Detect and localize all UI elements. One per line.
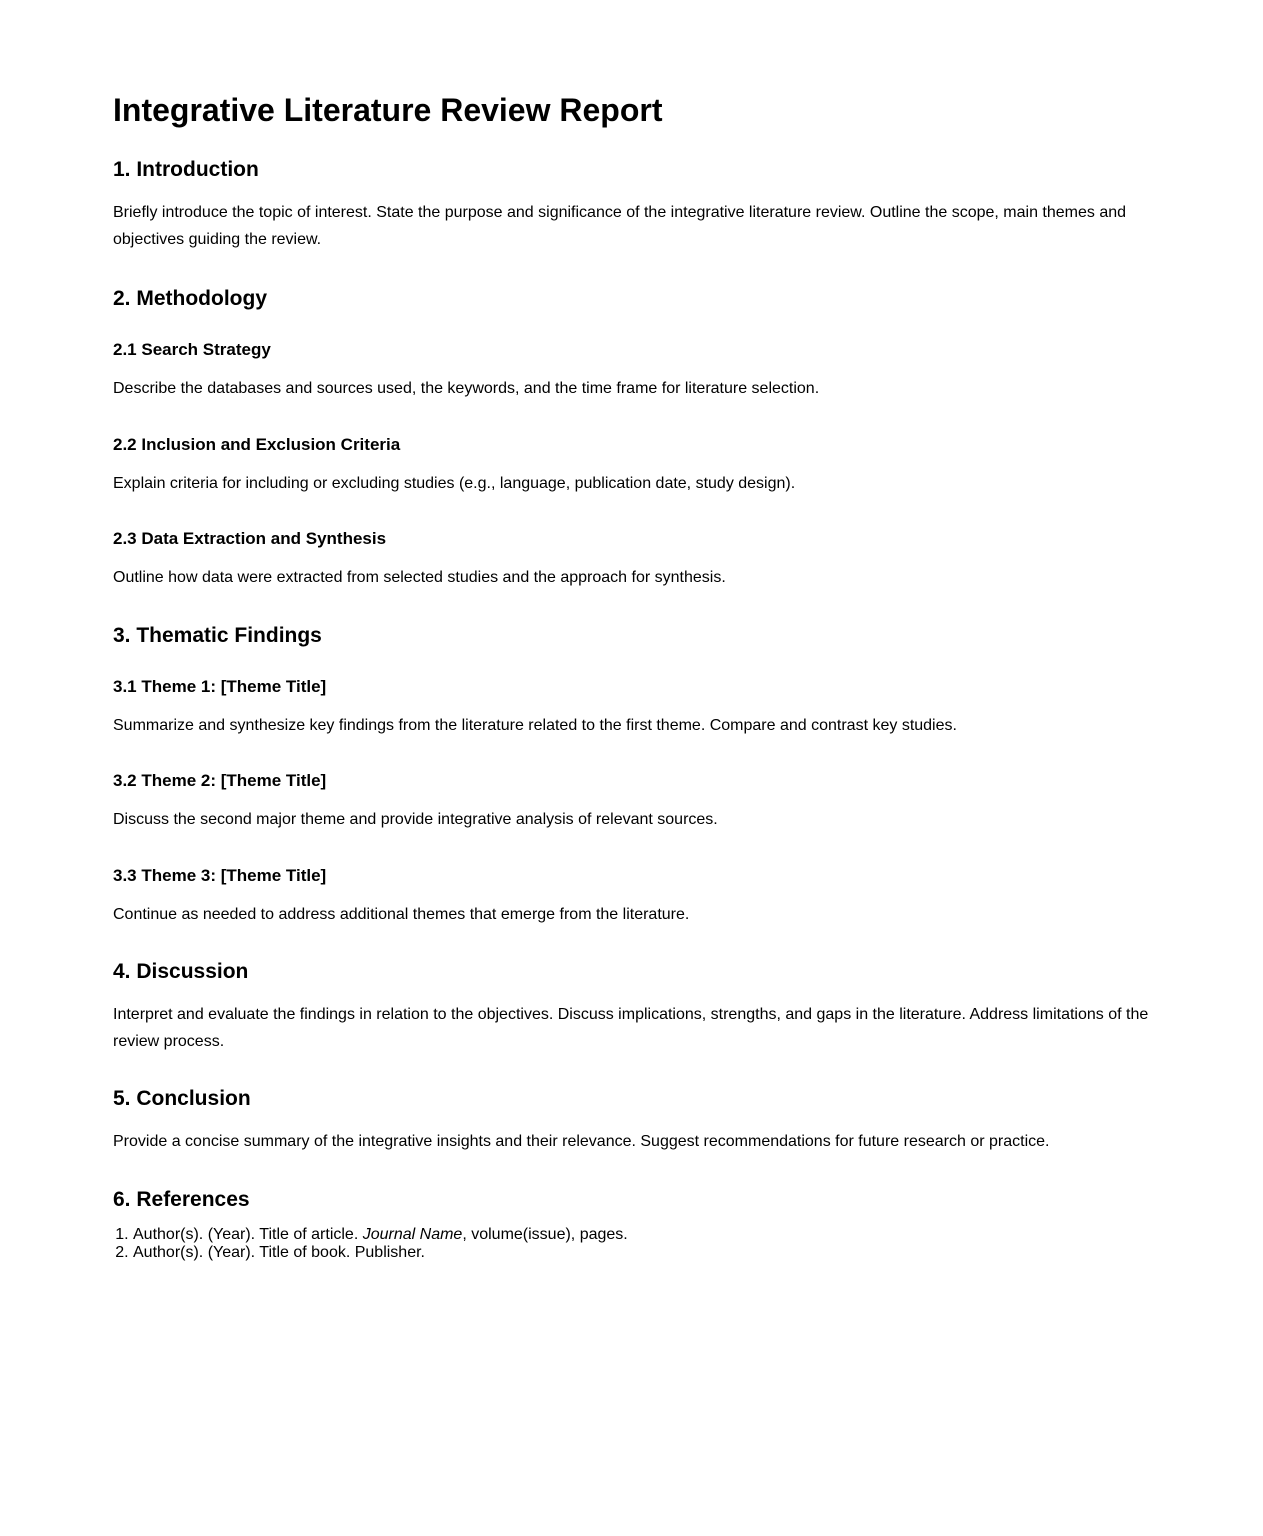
reference-item	[133, 1226, 1163, 1244]
subsection-heading-criteria: 2.2 Inclusion and Exclusion Criteria	[113, 434, 401, 454]
subsection-heading-search-strategy: 2.1 Search Strategy	[113, 340, 271, 359]
document-title: Integrative Literature Review Report	[113, 92, 663, 128]
section-body-introduction: Briefly introduce the topic of interest. State the purpose and significance of the integrative literature review. Outline the scope, main themes and objectives guiding the review.	[113, 204, 1127, 248]
reference-1-journal: Journal Name	[362, 1225, 463, 1243]
section-heading-conclusion: 5. Conclusion	[113, 1087, 251, 1110]
reference-1-suffix: , volume(issue), pages.	[462, 1225, 628, 1243]
subsection-body-criteria: Explain criteria for including or excluding studies (e.g., language, publication date, study design).	[113, 474, 796, 492]
section-heading-references: 6. References	[113, 1187, 250, 1211]
subsection-body-theme-3: Continue as needed to address additional themes that emerge from the literature.	[113, 905, 690, 923]
subsection-body-theme-1: Summarize and synthesize key findings from the literature related to the first theme. Compare and contrast key studies.	[113, 716, 957, 734]
section-heading-findings: 3. Thematic Findings	[113, 623, 322, 647]
section-heading-discussion: 4. Discussion	[113, 960, 249, 983]
subsection-heading-theme-1: 3.1 Theme 1: [Theme Title]	[113, 676, 327, 696]
reference-item	[133, 1244, 1163, 1262]
section-heading-methodology: 2. Methodology	[113, 287, 267, 310]
subsection-heading-theme-3: 3.3 Theme 3: [Theme Title]	[113, 865, 327, 885]
section-heading-introduction: 1. Introduction	[113, 158, 259, 181]
subsection-body-extraction: Outline how data were extracted from selected studies and the approach for synthesis.	[113, 569, 726, 586]
subsection-heading-theme-2: 3.2 Theme 2: [Theme Title]	[113, 771, 327, 790]
section-body-discussion: Interpret and evaluate the findings in relation to the objectives. Discuss implications, strengths, and gaps in the literature. Address limitations of the review process.	[113, 1006, 1149, 1050]
reference-2-text: Author(s). (Year). Title of book. Publisher.	[133, 1243, 425, 1261]
reference-1-prefix: Author(s). (Year). Title of article.	[133, 1225, 363, 1243]
subsection-heading-extraction: 2.3 Data Extraction and Synthesis	[113, 529, 387, 548]
subsection-body-search-strategy: Describe the databases and sources used, the keywords, and the time frame for literature selection.	[113, 380, 820, 397]
references-list	[113, 1226, 1163, 1262]
subsection-body-theme-2: Discuss the second major theme and provide integrative analysis of relevant sources.	[113, 811, 718, 828]
section-body-conclusion: Provide a concise summary of the integrative insights and their relevance. Suggest recommendations for future research or practice.	[113, 1133, 1050, 1150]
